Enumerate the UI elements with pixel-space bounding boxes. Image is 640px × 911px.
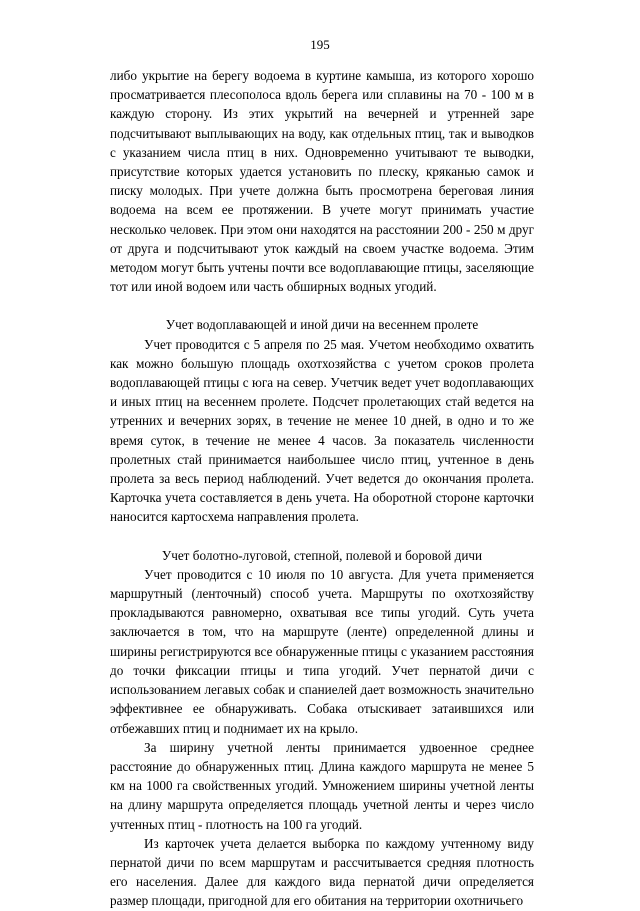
section-heading-upland-game: Учет болотно-луговой, степной, полевой и боровой дичи	[161, 547, 483, 563]
spacer	[110, 296, 534, 315]
upland-game-paragraph-3: Из карточек учета делается выборка по каждому учтенному виду пернатой дичи по всем маршрутам и рассчитывается средняя плотность его населения. Далее для каждого вида пернатой дичи определяется размер площади, пригодной для его обитания на территории охотничьего	[110, 835, 534, 909]
intro-paragraph: либо укрытие на берегу водоема в куртине камыша, из которого хорошо просматривается плесополоса вдоль берега или сплавины на 70 - 100 м в каждую сторону. Из этих укрытий на вечерней и утренней заре подсчитывают выплывающих на воду, как отдельных птиц, так и выводков с указанием числа птиц в них. Одновременно учитывают те выводки, присутствие которых удается установить по плеску, кряканью самок и писку молодых. При учете должна быть просмотрена береговая линия водоема на всем ее протяжении. В учете могут принимать участие несколько человек. При этом они находятся на расстоянии 200 - 250 м друг от друга и подсчитывают уток каждый на своем участке водоема. Этим методом могут быть учтены почти все водоплавающие птицы, заселяющие тот или иной водоем или часть обширных водных угодий.	[110, 68, 534, 295]
spacer	[110, 527, 534, 546]
upland-game-paragraph-1: Учет проводится с 10 июля по 10 августа. Для учета применяется маршрутный (ленточный) способ учета. Маршруты по охотхозяйству прокладываются равномерно, охватывая все типы угодий. Суть учета заключается в том, что на маршруте (ленте) определенной длины и ширины регистрируются все обнаруженные птицы с указанием расстояния до точки фиксации птицы и типа угодий. Учет пернатой дичи с использованием легавых собак и спаниелей дает возможность значительно эффективнее ее обнаруживать. Собака отыскивает затаившихся или отбежавших птиц и поднимает их на крыло.	[110, 566, 534, 736]
page-content	[110, 66, 534, 911]
page-number: 195	[310, 37, 330, 52]
upland-game-paragraph-2: За ширину учетной ленты принимается удвоенное среднее расстояние до обнаруженных птиц. Длина каждого маршрута не менее 5 км на 1000 га свойственных угодий. Умножением ширины учетной ленты на длину маршрута определяется площадь учетной ленты и через число учтенных птиц - плотность на 100 га угодий.	[110, 739, 534, 832]
spring-migration-paragraph: Учет проводится с 5 апреля по 25 мая. Учетом необходимо охватить как можно большую площадь охотхозяйства с учетом сроков пролета водоплавающей птицы с юга на север. Учетчик ведет учет водоплавающих и иных птиц на весеннем пролете. Подсчет пролетающих стай ведется на утренних и вечерних зорях, в течение не менее 10 дней, в одно и то же время суток, в течение не менее 4 часов. За показатель численности пролетных стай принимается наибольшее число птиц, учтенное в день пролета за весь период наблюдений. Учет ведется до окончания пролета. Карточка учета составляется в день учета. На оборотной стороне карточки наносится картосхема направления пролета.	[110, 336, 534, 525]
section-heading-spring-migration: Учет водоплавающей и иной дичи на весеннем пролете	[165, 317, 479, 333]
